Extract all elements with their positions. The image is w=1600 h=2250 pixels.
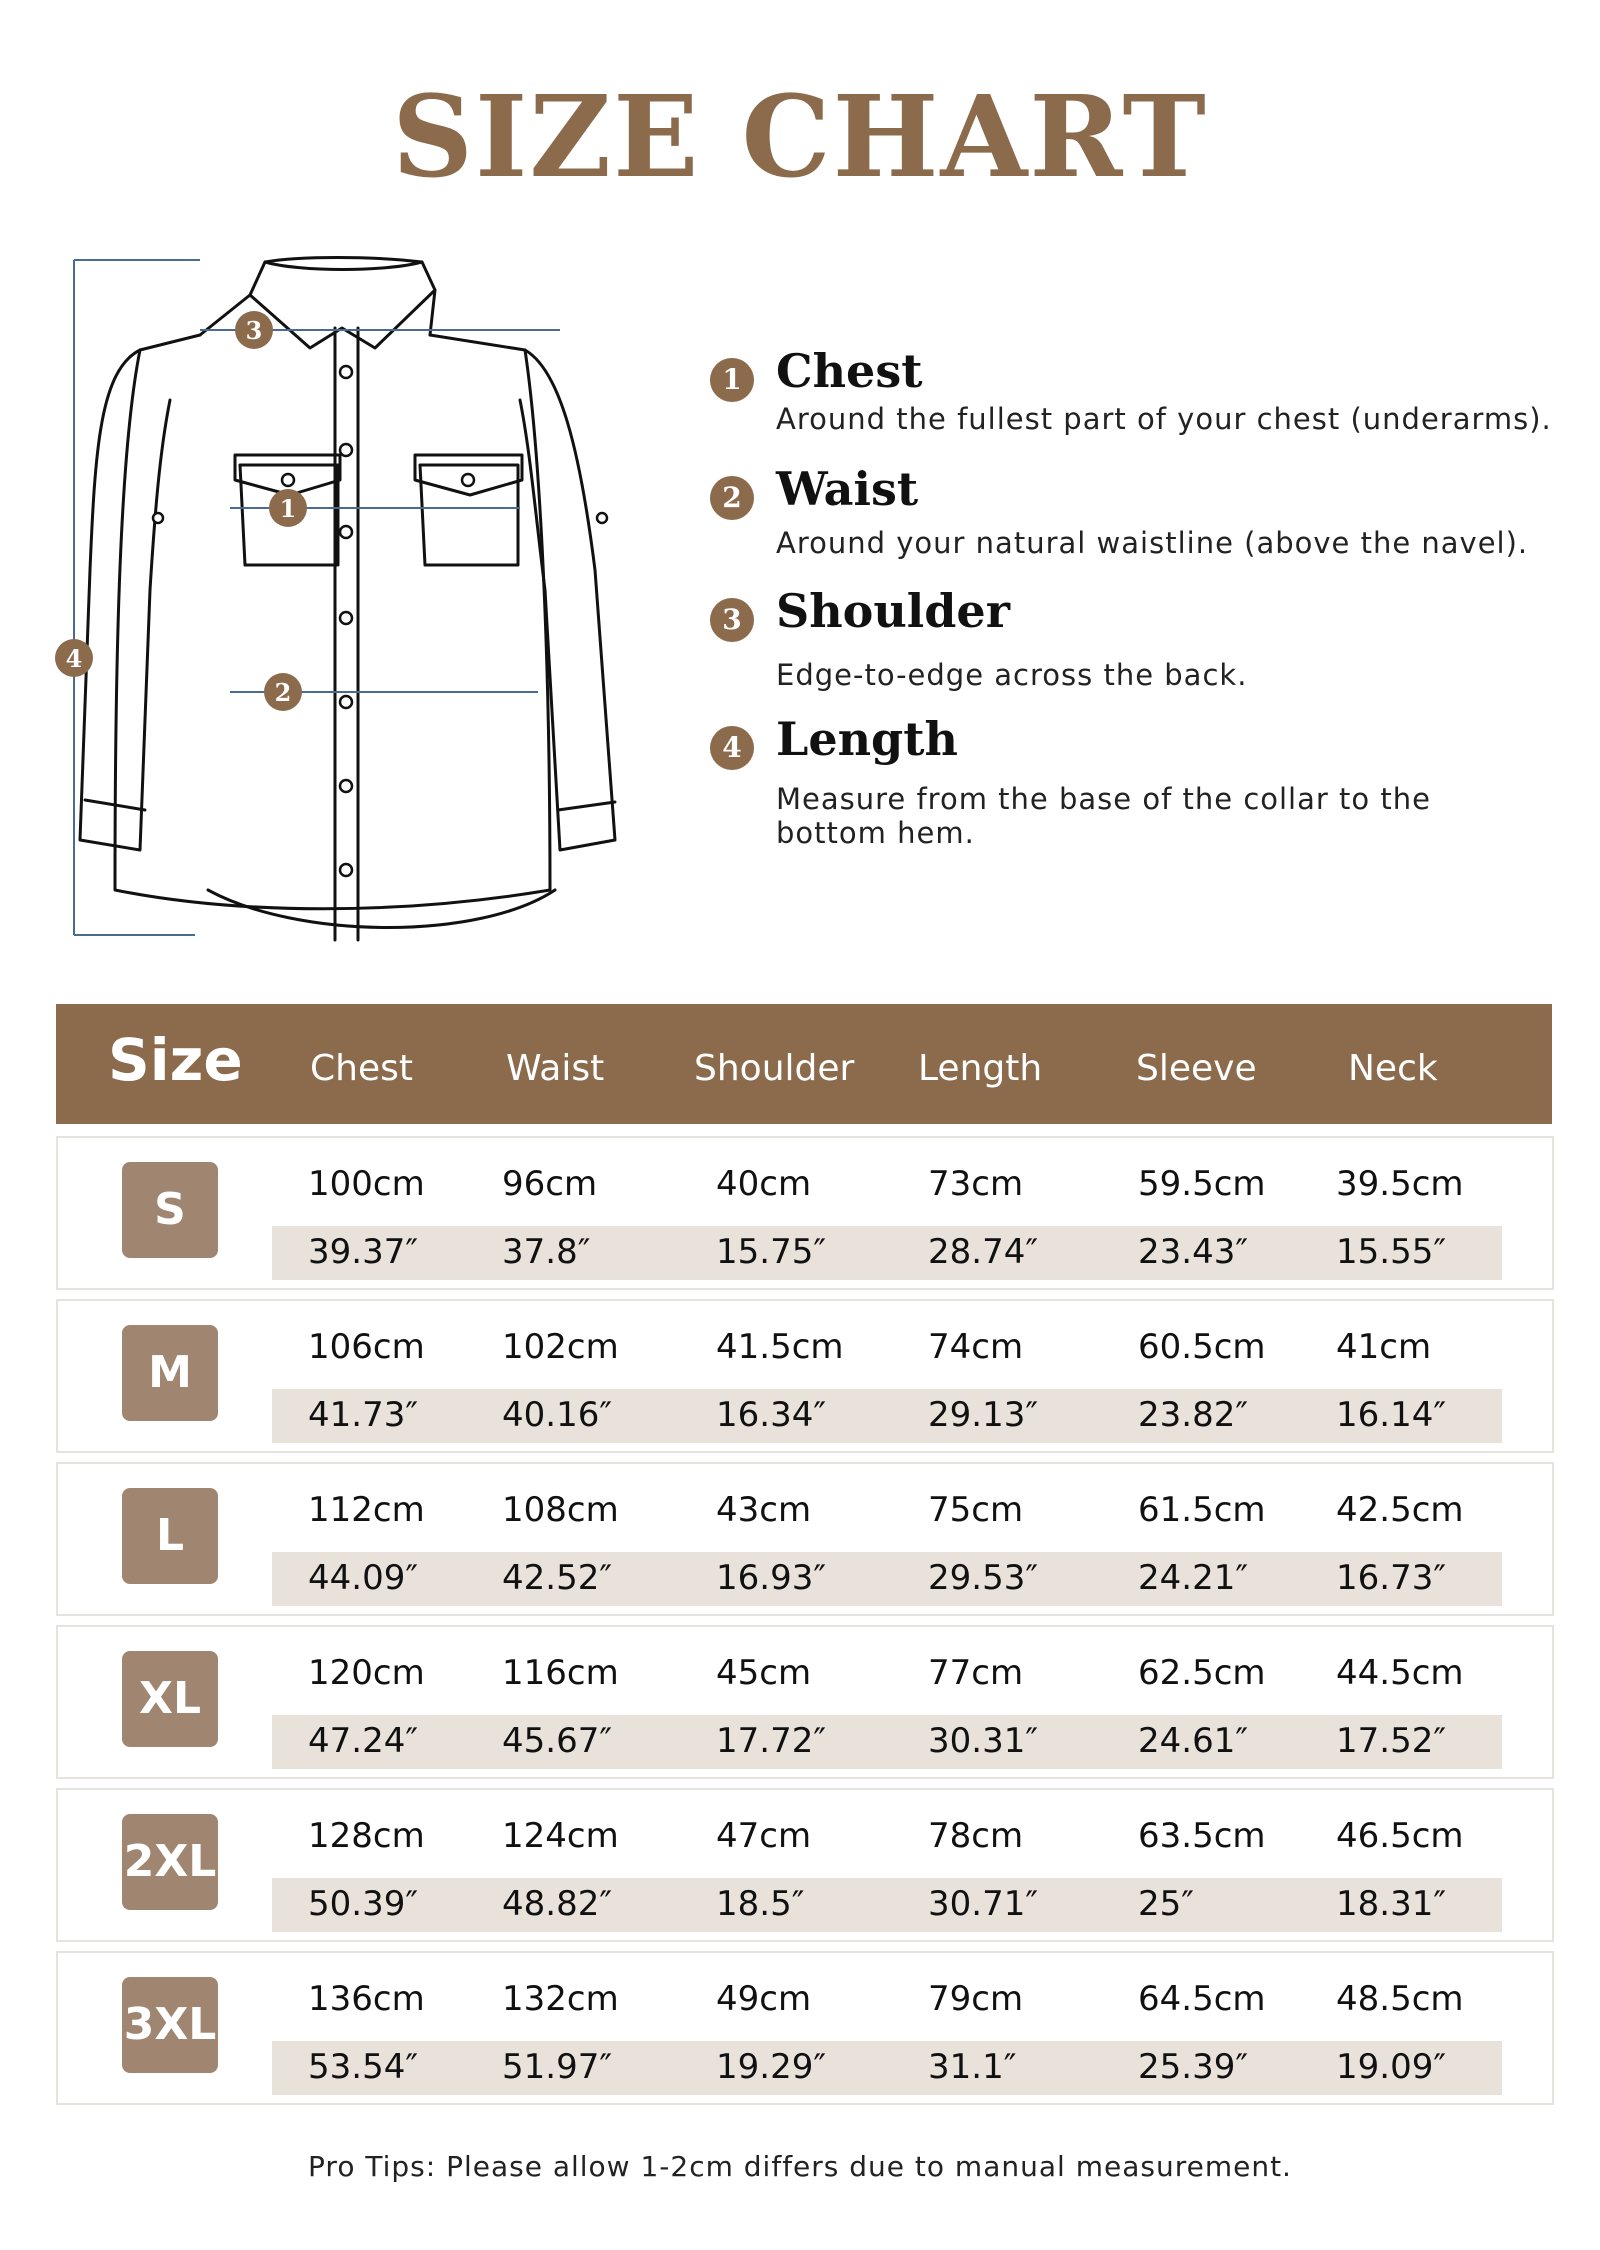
waist-inch-cell: 45.67″ [502,1721,613,1761]
chest-cm-cell: 100cm [308,1164,425,1204]
sleeve-inch-cell: 23.43″ [1138,1232,1249,1272]
length-cm-cell: 79cm [928,1979,1024,2019]
chest-inch-cell: 53.54″ [308,2047,419,2087]
inch-band [272,1389,1502,1443]
length-cm-cell: 77cm [928,1653,1024,1693]
chest-cm-cell: 106cm [308,1327,425,1367]
legend-number: 3 [710,598,754,642]
waist-column-header: Waist [506,1048,605,1089]
sleeve-inch-cell: 25.39″ [1138,2047,1249,2087]
waist-cm-cell: 108cm [502,1490,619,1530]
inch-band [272,1878,1502,1932]
shoulder-inch-cell: 16.93″ [716,1558,827,1598]
shoulder-cm-cell: 43cm [716,1490,812,1530]
shoulder-cm-cell: 41.5cm [716,1327,844,1367]
diagram-label-2: 2 [274,678,292,707]
sleeve-cm-cell: 63.5cm [1138,1816,1266,1856]
page-title: SIZE CHART [392,72,1208,203]
length-inch-cell: 30.71″ [928,1884,1039,1924]
length-inch-cell: 28.74″ [928,1232,1039,1272]
length-inch-cell: 31.1″ [928,2047,1017,2087]
table-row-2xl [56,1788,1554,1942]
waist-inch-cell: 48.82″ [502,1884,613,1924]
legend-description: Around your natural waistline (above the navel). [776,526,1529,560]
shoulder-inch-cell: 17.72″ [716,1721,827,1761]
sleeve-cm-cell: 61.5cm [1138,1490,1266,1530]
waist-cm-cell: 102cm [502,1327,619,1367]
legend-description: Edge-to-edge across the back. [776,658,1248,692]
table-row-l [56,1462,1554,1616]
chest-cm-cell: 120cm [308,1653,425,1693]
diagram-label-3: 3 [245,316,263,345]
table-header [56,1004,1552,1124]
shoulder-inch-cell: 19.29″ [716,2047,827,2087]
chest-inch-cell: 47.24″ [308,1721,419,1761]
size-badge: 3XL [122,1977,218,2073]
length-cm-cell: 78cm [928,1816,1024,1856]
inch-band [272,1715,1502,1769]
chest-inch-cell: 41.73″ [308,1395,419,1435]
legend-title: Length [776,712,958,766]
waist-cm-cell: 116cm [502,1653,619,1693]
waist-cm-cell: 132cm [502,1979,619,2019]
neck-inch-cell: 17.52″ [1336,1721,1447,1761]
chest-column-header: Chest [310,1048,413,1089]
length-inch-cell: 29.53″ [928,1558,1039,1598]
pro-tips-note: Pro Tips: Please allow 1-2cm differs due to manual measurement. [308,2150,1292,2183]
chest-cm-cell: 136cm [308,1979,425,2019]
legend-title: Shoulder [776,584,1010,638]
size-badge: S [122,1162,218,1258]
neck-inch-cell: 16.14″ [1336,1395,1447,1435]
sleeve-inch-cell: 24.61″ [1138,1721,1249,1761]
neck-cm-cell: 44.5cm [1336,1653,1464,1693]
waist-inch-cell: 40.16″ [502,1395,613,1435]
inch-band [272,2041,1502,2095]
waist-inch-cell: 37.8″ [502,1232,591,1272]
waist-cm-cell: 96cm [502,1164,598,1204]
shoulder-cm-cell: 45cm [716,1653,812,1693]
sleeve-inch-cell: 24.21″ [1138,1558,1249,1598]
shoulder-cm-cell: 49cm [716,1979,812,2019]
table-row-xl [56,1625,1554,1779]
size-column-header: Size [108,1026,243,1094]
length-cm-cell: 75cm [928,1490,1024,1530]
neck-cm-cell: 48.5cm [1336,1979,1464,2019]
shoulder-column-header: Shoulder [694,1048,855,1089]
neck-inch-cell: 18.31″ [1336,1884,1447,1924]
sleeve-inch-cell: 23.82″ [1138,1395,1249,1435]
length-cm-cell: 73cm [928,1164,1024,1204]
shoulder-inch-cell: 16.34″ [716,1395,827,1435]
diagram-label-1: 1 [279,494,297,523]
length-inch-cell: 30.31″ [928,1721,1039,1761]
neck-inch-cell: 15.55″ [1336,1232,1447,1272]
neck-inch-cell: 16.73″ [1336,1558,1447,1598]
chest-cm-cell: 128cm [308,1816,425,1856]
length-cm-cell: 74cm [928,1327,1024,1367]
size-badge: M [122,1325,218,1421]
inch-band [272,1226,1502,1280]
sleeve-cm-cell: 64.5cm [1138,1979,1266,2019]
chest-inch-cell: 44.09″ [308,1558,419,1598]
waist-cm-cell: 124cm [502,1816,619,1856]
legend-title: Chest [776,344,923,398]
table-row-s [56,1136,1554,1290]
table-row-m [56,1299,1554,1453]
length-column-header: Length [918,1048,1043,1089]
table-row-3xl [56,1951,1554,2105]
size-badge: XL [122,1651,218,1747]
legend-number: 4 [710,726,754,770]
shoulder-inch-cell: 15.75″ [716,1232,827,1272]
waist-inch-cell: 42.52″ [502,1558,613,1598]
legend-description: Around the fullest part of your chest (underarms). [776,402,1552,436]
legend-title: Waist [776,462,919,516]
chest-inch-cell: 39.37″ [308,1232,419,1272]
length-inch-cell: 29.13″ [928,1395,1039,1435]
legend-number: 2 [710,476,754,520]
waist-inch-cell: 51.97″ [502,2047,613,2087]
size-badge: L [122,1488,218,1584]
sleeve-cm-cell: 62.5cm [1138,1653,1266,1693]
neck-inch-cell: 19.09″ [1336,2047,1447,2087]
legend-description: Measure from the base of the collar to the bottom hem. [776,782,1431,850]
neck-cm-cell: 41cm [1336,1327,1432,1367]
sleeve-cm-cell: 59.5cm [1138,1164,1266,1204]
sleeve-cm-cell: 60.5cm [1138,1327,1266,1367]
neck-cm-cell: 42.5cm [1336,1490,1464,1530]
shoulder-cm-cell: 47cm [716,1816,812,1856]
inch-band [272,1552,1502,1606]
sleeve-column-header: Sleeve [1136,1048,1257,1089]
chest-cm-cell: 112cm [308,1490,425,1530]
neck-cm-cell: 39.5cm [1336,1164,1464,1204]
size-badge: 2XL [122,1814,218,1910]
neck-cm-cell: 46.5cm [1336,1816,1464,1856]
shirt-diagram [40,250,680,960]
shoulder-inch-cell: 18.5″ [716,1884,805,1924]
diagram-label-4: 4 [65,644,83,673]
legend-number: 1 [710,358,754,402]
sleeve-inch-cell: 25″ [1138,1884,1194,1924]
neck-column-header: Neck [1348,1048,1438,1089]
shoulder-cm-cell: 40cm [716,1164,812,1204]
chest-inch-cell: 50.39″ [308,1884,419,1924]
